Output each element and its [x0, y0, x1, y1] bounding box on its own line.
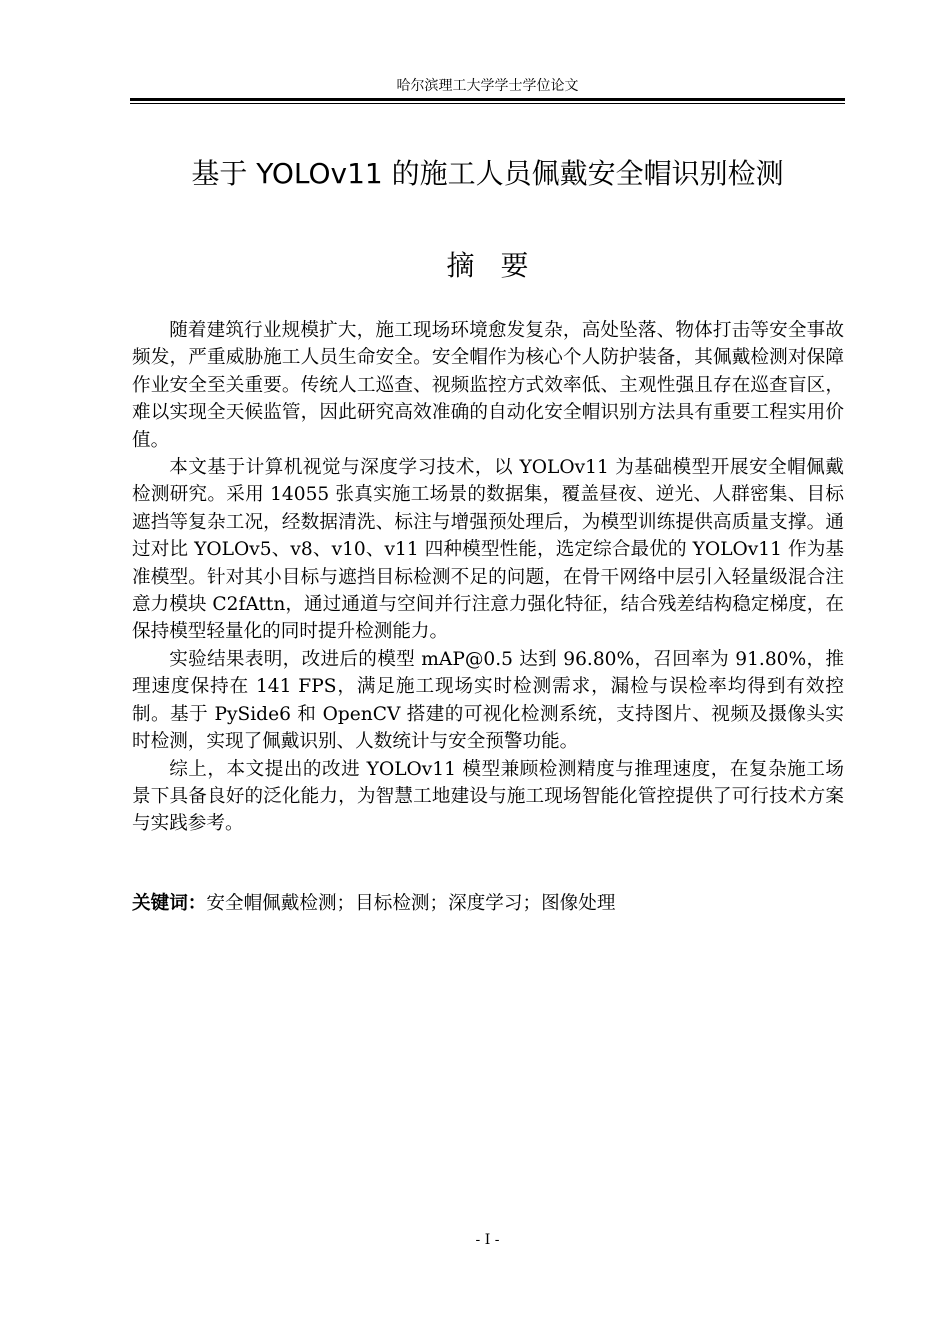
header-rule-thin — [130, 103, 845, 104]
header-rule-thick — [130, 98, 845, 101]
thesis-title: 基于 YOLOv11 的施工人员佩戴安全帽识别检测 — [191, 157, 784, 190]
abstract-paragraph-1: 随着建筑行业规模扩大，施工现场环境愈发复杂，高处坠落、物体打击等安全事故频发，严重威胁施工人员生命安全。安全帽作为核心个人防护装备，其佩戴检测对保障作业安全至关重要。传统人工巡查、视频监控方式效率低、主观性强且存在巡查盲区，难以实现全天候监管，因此研究高效准确的自动化安全帽识别方法具有重要工程实用价值。 — [132, 320, 844, 451]
abstract-body — [132, 317, 844, 838]
abstract-heading: 摘要 — [446, 249, 555, 282]
keywords-line — [132, 890, 844, 918]
keywords-text: 安全帽佩戴检测；目标检测；深度学习；图像处理 — [206, 893, 616, 914]
abstract-paragraph-2: 本文基于计算机视觉与深度学习技术，以 YOLOv11 为基础模型开展安全帽佩戴检测研究。采用 14055 张真实施工场景的数据集，覆盖昼夜、逆光、人群密集、目标遮挡等复杂工况，经数据清洗、标注与增强预处理后，为模型训练提供高质量支撑。通过对比 YOLOv5、v8、v10、v11 四种模型性能，选定综合最优的 YOLOv11 作为基准模型。针对其小目标与遮挡目标检测不足的问题，在骨干网络中层引入轻量级混合注意力模块 C2fAttn，通过通道与空间并行注意力强化特征，结合残差结构稳定梯度，在保持模型轻量化的同时提升检测能力。 — [132, 457, 844, 643]
page-number: - I - — [475, 1232, 500, 1248]
running-head: 哈尔滨理工大学学士学位论文 — [396, 78, 579, 94]
abstract-paragraph-3: 实验结果表明，改进后的模型 mAP@0.5 达到 96.80%，召回率为 91.80%，推理速度保持在 141 FPS，满足施工现场实时检测需求，漏检与误检率均得到有效控制。基于 PySide6 和 OpenCV 搭建的可视化检测系统，支持图片、视频及摄像头实时检测，实现了佩戴识别、人数统计与安全预警功能。 — [132, 648, 844, 753]
abstract-paragraph-4: 综上，本文提出的改进 YOLOv11 模型兼顾检测精度与推理速度，在复杂施工场景下具备良好的泛化能力，为智慧工地建设与施工现场智能化管控提供了可行技术方案与实践参考。 — [132, 758, 844, 835]
keywords-label: 关键词： — [132, 893, 207, 914]
